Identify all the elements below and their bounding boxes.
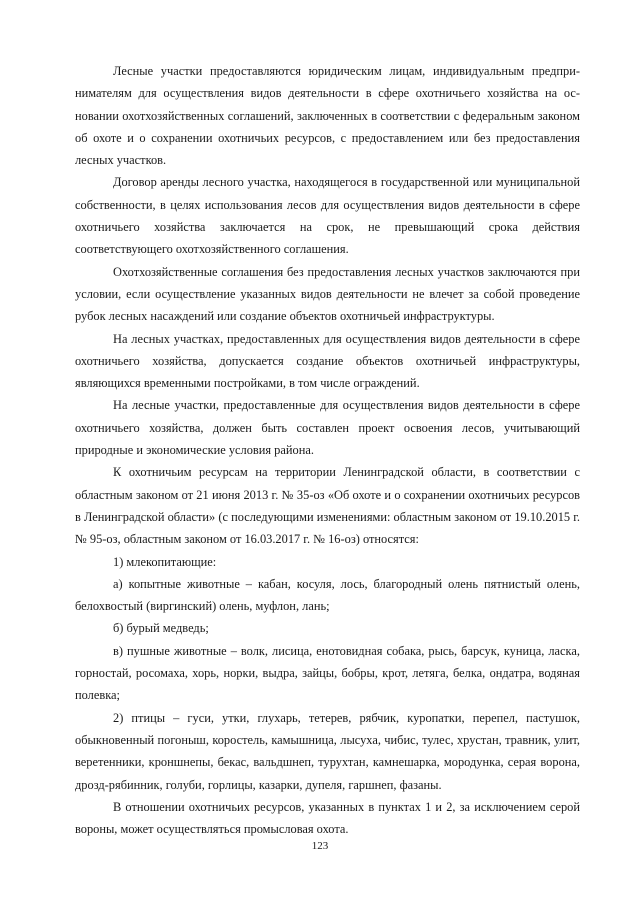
paragraph-lease-agreement: Договор аренды лесного участка, находящегося в государственной или муниципальной собственности, в целях использования лесов для осуществления видов деятельности в сфере охотничьего хозяйства заключается на срок, не превышающий срока действия соответствующего охотхозяйственного соглашения.	[75, 175, 580, 257]
list-item-mammals: 1) млекопитающие:	[113, 554, 217, 569]
paragraph-hunting-infrastructure: На лесных участках, предоставленных для осуществления видов деятельности в сфере охотничьего хозяйства, допускается создание объектов охотничьей инфраструктуры, являющихся временными постройками, в том числе ограждений.	[75, 331, 580, 391]
list-item-birds: 2) птицы – гуси, утки, глухарь, тетерев, рябчик, куропатки, перепел, пастушок, обыкновенный погоныш, коростель, камышница, лысуха, чибис, тулес, хрустан, травник, улит, веретенники, кроншнепы, бекас, вальдшнеп, турухтан, камнешарка, мородунка, серая ворона, дрозд-рябинник, голуби, горлицы, казарки, дупеля, гаршнеп, фазаны.	[75, 710, 580, 792]
page-number: 123	[311, 840, 329, 852]
paragraph-commercial-hunting: В отношении охотничьих ресурсов, указанных в пунктах 1 и 2, за исключением серой вороны, может осуществляться промысловая охота.	[75, 799, 580, 837]
list-item-ungulates: а) копытные животные – кабан, косуля, лось, благородный олень пятнистый олень, белохвостый (виргинский) олень, муфлон, лань;	[75, 576, 580, 614]
paragraph-forest-development-project: На лесные участки, предоставленные для осуществления видов деятельности в сфере охотничьего хозяйства, должен быть составлен проект освоения лесов, учитывающий природные и экономические условия района.	[75, 398, 580, 458]
document-body	[75, 60, 580, 840]
paragraph-forest-plots-provision: Лесные участки предоставляются юридическим лицам, индивидуальным предпринимателям для осуществления видов деятельности в сфере охотничьего хозяйства на основании охотхозяйственных соглашений, заключенных в соответствии с федеральным законом об охоте и о сохранении охотничьих ресурсов, с предоставлением или без предоставления лесных участков.	[75, 64, 580, 168]
paragraph-hunting-resources-law: К охотничьим ресурсам на территории Ленинградской области, в соответствии с областным законом от 21 июня 2013 г. № 35-оз «Об охоте и о сохранении охотничьих ресурсов в Ленинградской области» (с последующими изменениями: областным законом от 19.10.2015 г. № 95-оз, областным законом от 16.03.2017 г. № 16-оз) относятся:	[75, 465, 580, 547]
list-item-fur-animals: в) пушные животные – волк, лисица, енотовидная собака, рысь, барсук, куница, ласка, горностай, росомаха, хорь, норки, выдра, зайцы, бобры, крот, летяга, белка, ондатра, водяная полевка;	[75, 643, 580, 703]
paragraph-agreements-without-plots: Охотхозяйственные соглашения без предоставления лесных участков заключаются при условии, если осуществление указанных видов деятельности не влечет за собой проведение рубок лесных насаждений или создание объектов охотничьей инфраструктуры.	[75, 264, 580, 324]
list-item-brown-bear: б) бурый медведь;	[113, 621, 209, 636]
